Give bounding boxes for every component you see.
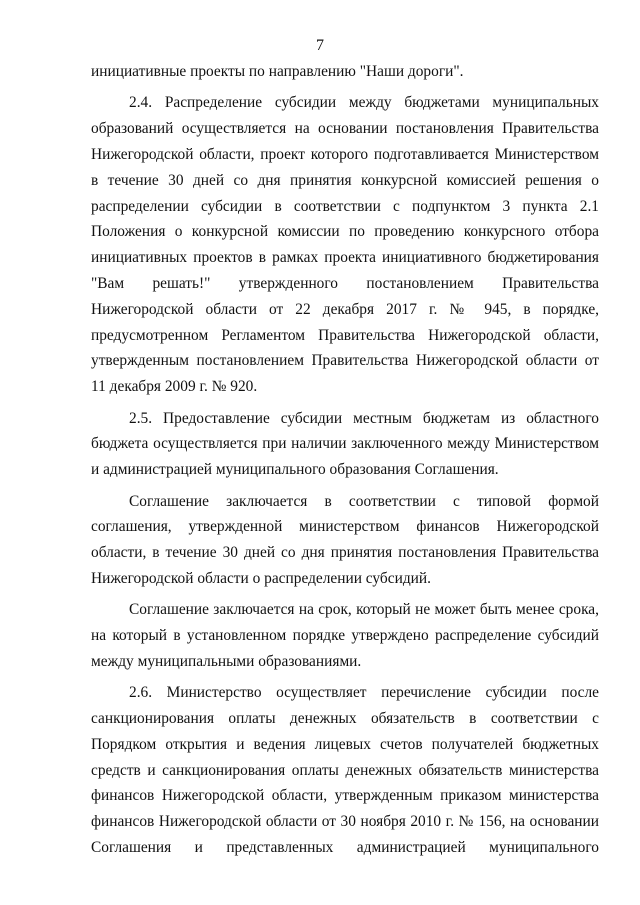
paragraph-continuation: инициативные проекты по направлению "Наши дороги". <box>91 63 464 80</box>
document-body <box>91 59 599 861</box>
paragraph-2-4: 2.4. Распределение субсидии между бюджетами муниципальных образований осуществляется на основании постановления Правительства Нижегородской области, проект которого подготавливается Министерством в течение 30 дней со дня принятия конкурсной комиссией решения о распределении субсидии в соответствии с подпунктом 3 пункта 2.1 Положения о конкурсной комиссии по проведению конкурсного отбора инициативных проектов в рамках проекта инициативного бюджетирования "Вам решать!" утвержденного постановлением Правительства Нижегородской области от 22 декабря 2017 г. № 945, в порядке, предусмотренном Регламентом Правительства Нижегородской области, утвержденным постановлением Правительства Нижегородской области от 11 декабря 2009 г. № 920. <box>91 94 599 396</box>
paragraph-2-5: 2.5. Предоставление субсидии местным бюджетам из областного бюджета осуществляется при наличии заключенного между Министерством и администрацией муниципального образования Соглашения. <box>91 409 599 479</box>
paragraph-2-6: 2.6. Министерство осуществляет перечисление субсидии после санкционирования оплаты денежных обязательств в соответствии с Порядком открытия и ведения лицевых счетов получателей бюджетных средств и санкционирования оплаты денежных обязательств министерства финансов Нижегородской области, утвержденным приказом министерства финансов Нижегородской области от 30 ноября 2010 г. № 156, на основании Соглашения и представленных администрацией муниципального <box>91 684 599 857</box>
page-number: 7 <box>316 37 324 54</box>
paragraph-agreement-term: Соглашение заключается на срок, который не может быть менее срока, на который в установленном порядке утверждено распределение субсидий между муниципальными образованиями. <box>91 601 599 670</box>
paragraph-agreement-form: Соглашение заключается в соответствии с типовой формой соглашения, утвержденной министерством финансов Нижегородской области, в течение 30 дней со дня принятия постановления Правительства Нижегородской области о распределении субсидий. <box>91 492 599 587</box>
